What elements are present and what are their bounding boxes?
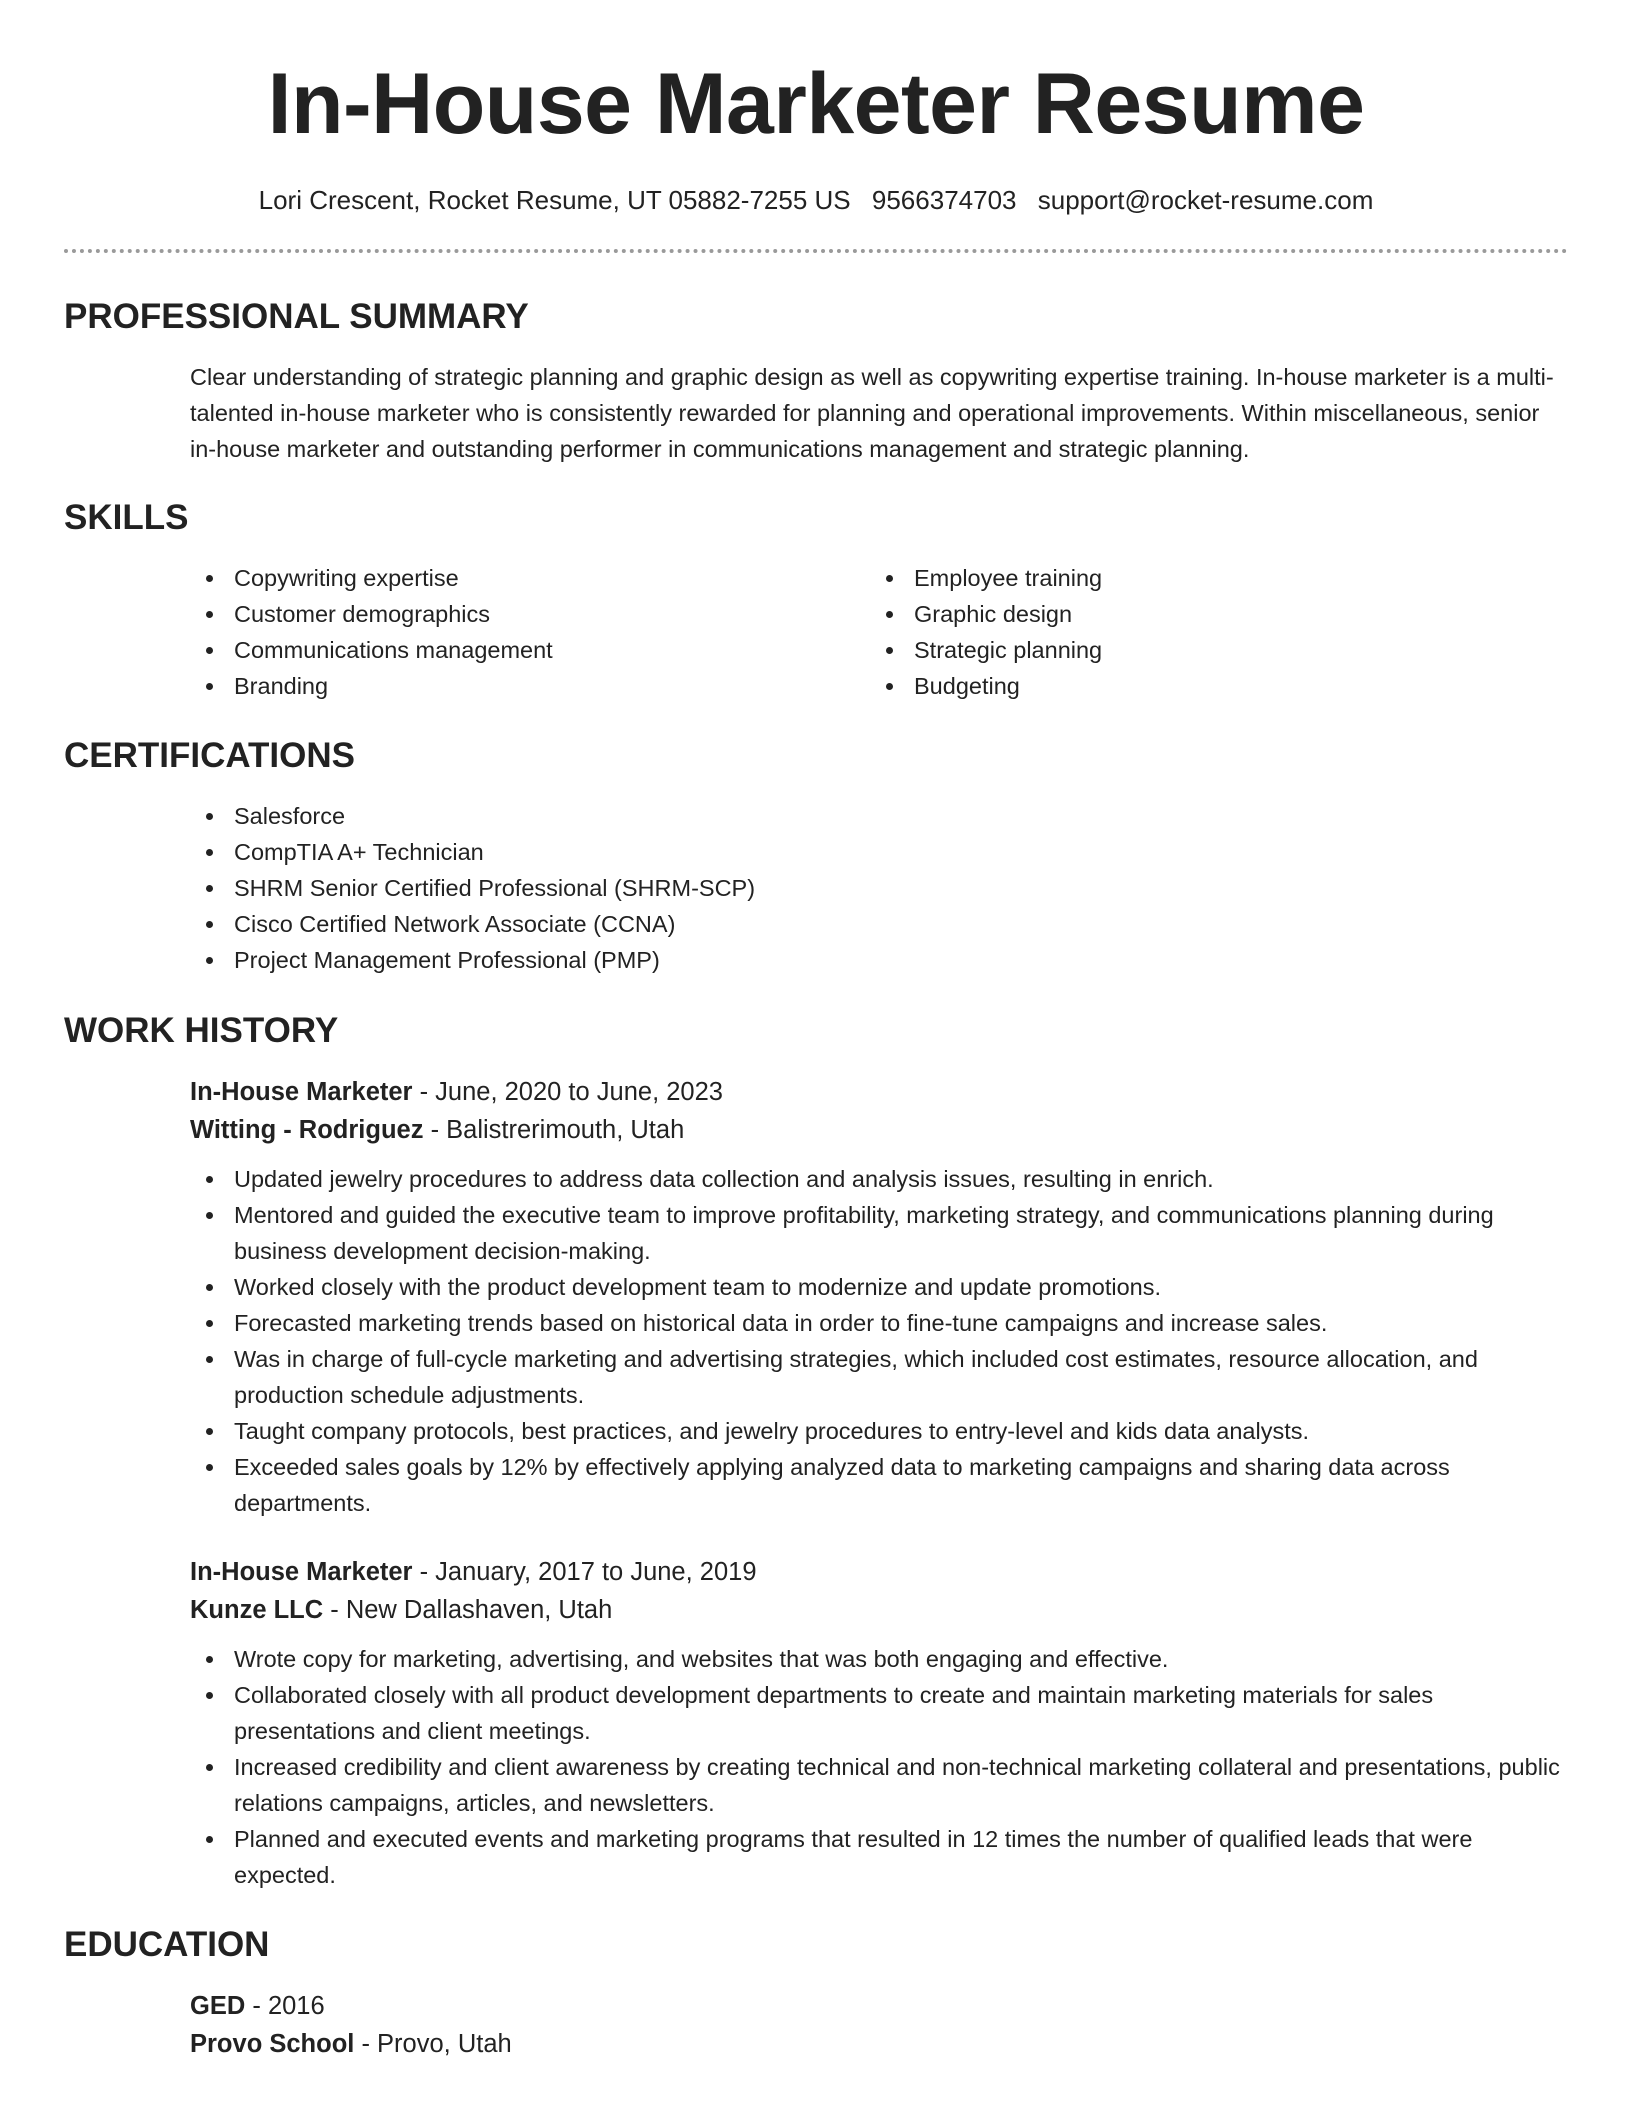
contact-line (64, 182, 1568, 218)
certification-item: CompTIA A+ Technician (190, 834, 1568, 870)
education-location: Provo, Utah (377, 2030, 512, 2058)
job-company: Witting - Rodriguez (190, 1116, 424, 1144)
contact-email: support@rocket-resume.com (1037, 185, 1374, 215)
education-degree-line (190, 1987, 1568, 2025)
education-year: 2016 (267, 1992, 325, 2020)
skill-item: Employee training (870, 560, 1550, 596)
contact-address: Lori Crescent, Rocket Resume, UT 05882-7255 US (258, 185, 851, 215)
separator: - (354, 2030, 378, 2058)
separator: - (423, 1116, 447, 1144)
certification-item: Salesforce (190, 798, 1568, 834)
job-bullet: Mentored and guided the executive team to improve profitability, marketing strategy, and communications planning during business development decision-making. (190, 1197, 1568, 1269)
certification-item: Project Management Professional (PMP) (190, 942, 1568, 978)
job-title: In-House Marketer (190, 1558, 413, 1586)
job-title: In-House Marketer (190, 1078, 413, 1106)
job-dates: June, 2020 to June, 2023 (435, 1078, 723, 1106)
skill-item: Strategic planning (870, 632, 1550, 668)
job-bullet: Taught company protocols, best practices, and jewelry procedures to entry-level and kids data analysts. (190, 1413, 1568, 1449)
skill-item: Budgeting (870, 668, 1550, 704)
education-degree: GED (190, 1992, 246, 2020)
separator: - (245, 1992, 268, 2020)
job-bullet: Collaborated closely with all product development departments to create and maintain marketing materials for sales presentations and client meetings. (190, 1677, 1568, 1749)
job-company-line (190, 1111, 1568, 1149)
education-school: Provo School (190, 2030, 355, 2058)
skill-item: Copywriting expertise (190, 560, 870, 596)
job-title-line (190, 1073, 1568, 1111)
skill-item: Branding (190, 668, 870, 704)
job-bullets (190, 1161, 1568, 1521)
job-entry (190, 1553, 1568, 1893)
education-school-line (190, 2025, 1568, 2063)
section-heading-summary: PROFESSIONAL SUMMARY (64, 297, 529, 336)
resume-page (64, 0, 1568, 2063)
section-heading-skills: SKILLS (64, 498, 189, 537)
resume-title: In-House Marketer Resume (267, 56, 1365, 152)
education-entry (190, 1987, 1568, 2063)
skill-item: Customer demographics (190, 596, 870, 632)
separator: - (412, 1558, 436, 1586)
job-bullet: Updated jewelry procedures to address data collection and analysis issues, resulting in enrich. (190, 1161, 1568, 1197)
job-bullet: Exceeded sales goals by 12% by effectively applying analyzed data to marketing campaigns and sharing data across departments. (190, 1449, 1568, 1521)
skill-item: Graphic design (870, 596, 1550, 632)
certification-item: Cisco Certified Network Associate (CCNA) (190, 906, 1568, 942)
separator: - (323, 1596, 346, 1624)
skills-list (190, 560, 1568, 704)
job-location: Balistrerimouth, Utah (446, 1116, 685, 1144)
section-heading-certifications: CERTIFICATIONS (64, 736, 356, 775)
job-dates: January, 2017 to June, 2019 (435, 1558, 757, 1586)
job-bullet: Was in charge of full-cycle marketing and advertising strategies, which included cost estimates, resource allocation, and production schedule adjustments. (190, 1341, 1568, 1413)
job-bullet: Forecasted marketing trends based on historical data in order to fine-tune campaigns and increase sales. (190, 1305, 1568, 1341)
separator: - (412, 1078, 436, 1106)
job-bullet: Wrote copy for marketing, advertising, and websites that was both engaging and effective. (190, 1641, 1568, 1677)
job-location: New Dallashaven, Utah (345, 1596, 613, 1624)
job-company-line (190, 1591, 1568, 1629)
job-title-line (190, 1553, 1568, 1591)
skill-item: Communications management (190, 632, 870, 668)
section-heading-education: EDUCATION (64, 1925, 270, 1964)
contact-phone: 9566374703 (871, 185, 1017, 215)
job-bullet: Worked closely with the product development team to modernize and update promotions. (190, 1269, 1568, 1305)
job-entry (190, 1073, 1568, 1521)
summary-text: Clear understanding of strategic planning and graphic design as well as copywriting expertise training. In-house marketer is a multi-talented in-house marketer who is consistently rewarded for planning and operational improvements. Within miscellaneous, senior in-house marketer and outstanding performer in communications management and strategic planning. (190, 364, 1554, 462)
job-company: Kunze LLC (190, 1596, 324, 1624)
job-bullet: Increased credibility and client awareness by creating technical and non-technical marketing collateral and presentations, public relations campaigns, articles, and newsletters. (190, 1749, 1568, 1821)
header-divider (64, 249, 1568, 253)
skills-column-left (190, 560, 870, 704)
job-bullets (190, 1641, 1568, 1893)
certification-item: SHRM Senior Certified Professional (SHRM-SCP) (190, 870, 1568, 906)
job-bullet: Planned and executed events and marketing programs that resulted in 12 times the number of qualified leads that were expected. (190, 1821, 1568, 1893)
skills-column-right (870, 560, 1550, 704)
certifications-list (190, 798, 1568, 978)
section-heading-work-history: WORK HISTORY (64, 1011, 339, 1050)
